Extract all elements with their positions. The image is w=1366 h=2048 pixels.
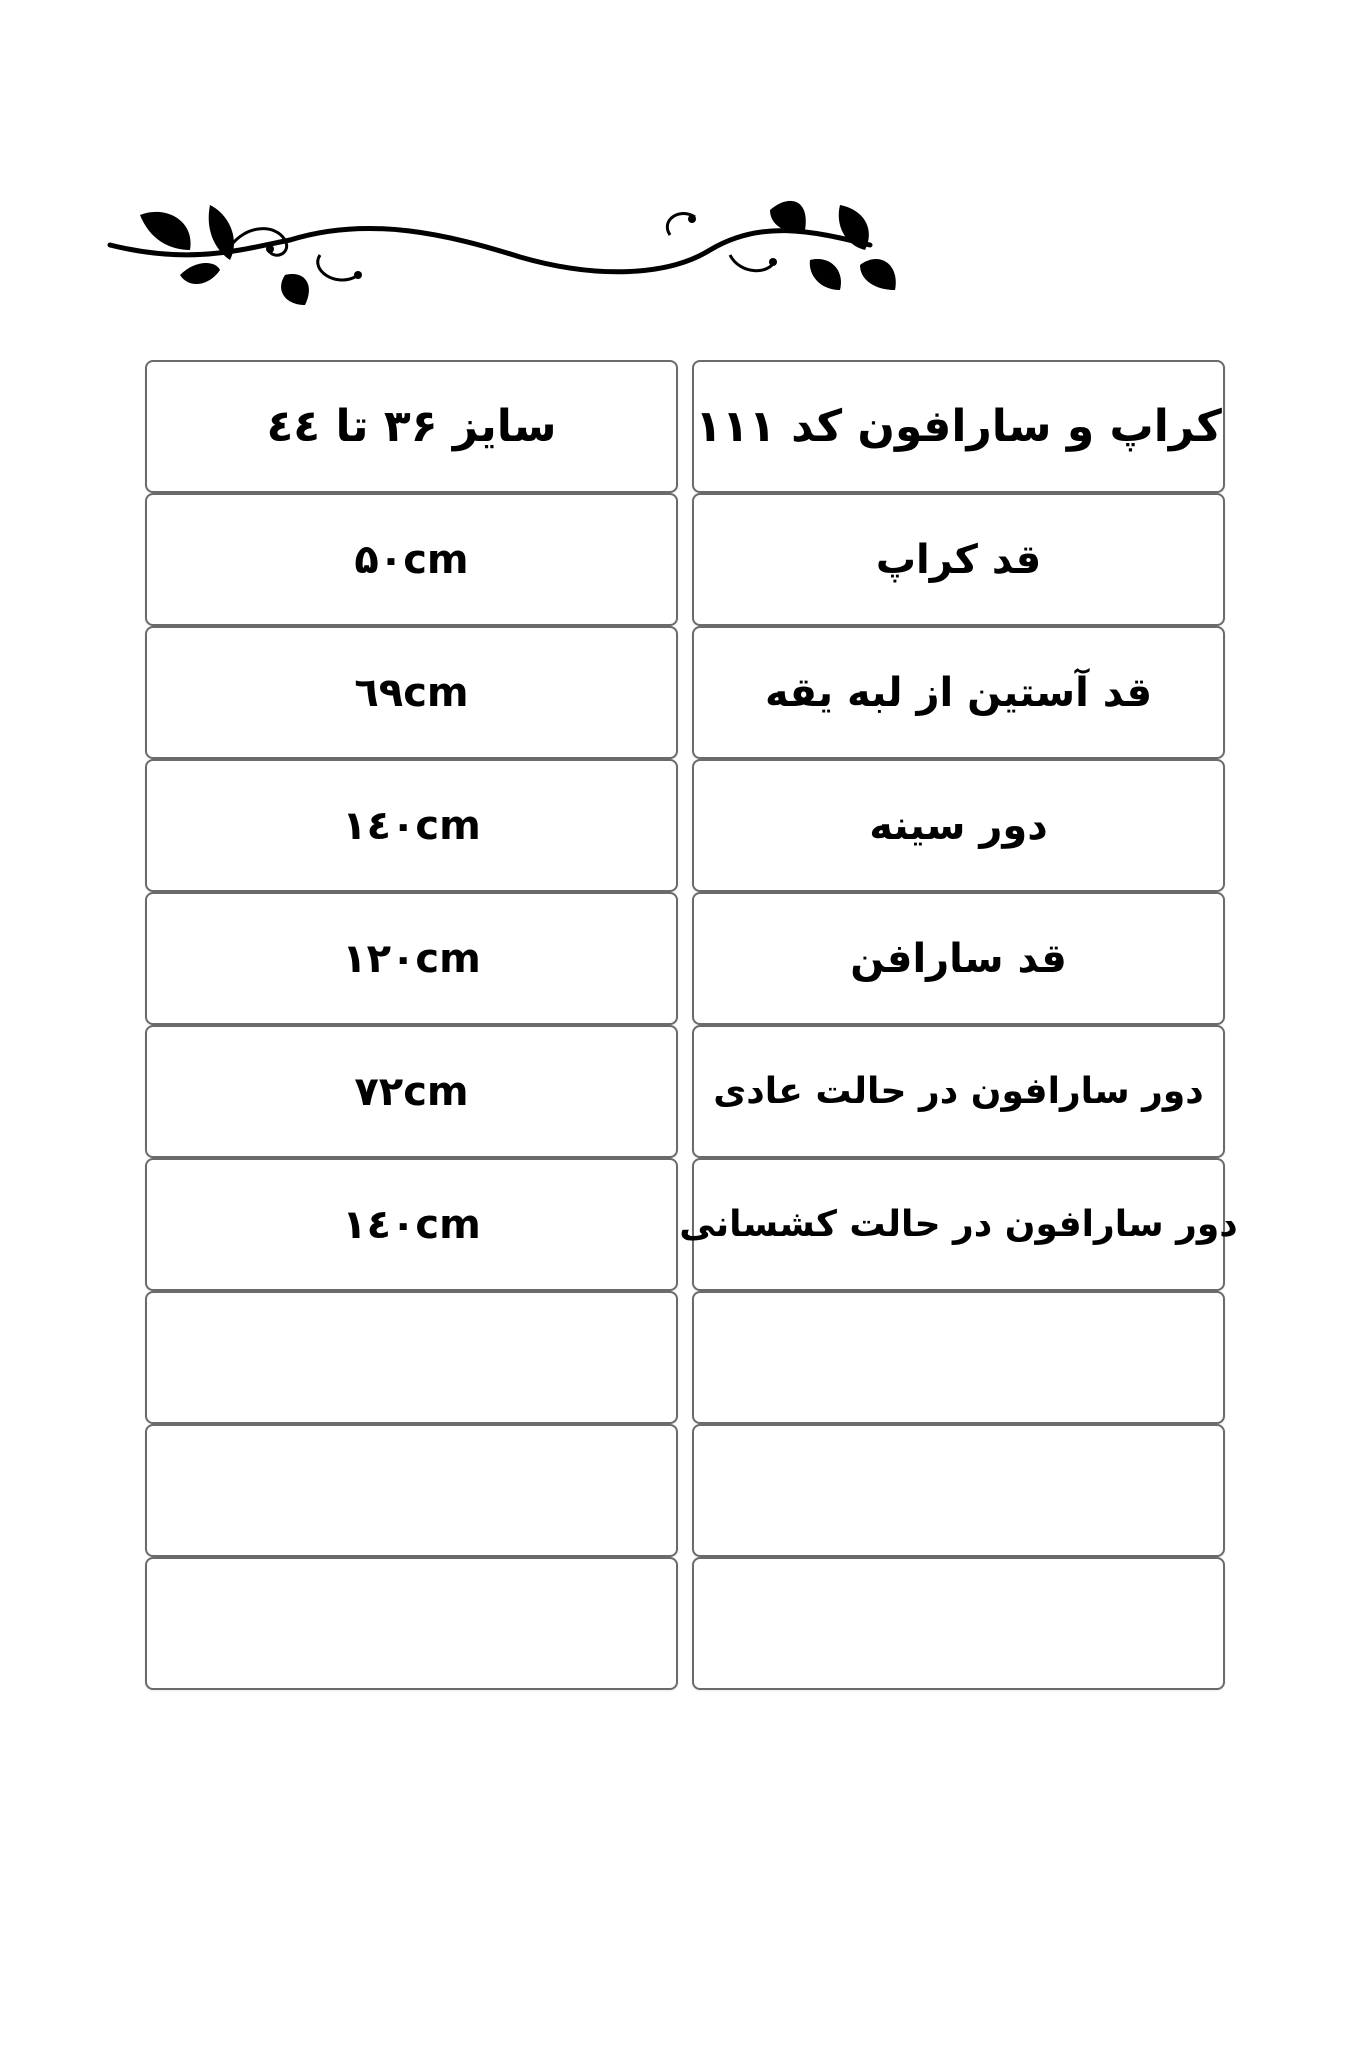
- label-cell: [692, 892, 1225, 1025]
- crop-length-label: قد کراپ: [875, 536, 1042, 583]
- empty-value-cell: [145, 1424, 678, 1557]
- table-row: [145, 360, 1225, 493]
- product-title-cell: [692, 360, 1225, 493]
- table-row: [145, 1291, 1225, 1424]
- empty-label-cell: [692, 1557, 1225, 1690]
- empty-value-cell: [145, 1291, 678, 1424]
- label-cell: [692, 1025, 1225, 1158]
- chest-value: ١٤٠cm: [342, 802, 481, 849]
- table-row: [145, 626, 1225, 759]
- label-cell: [692, 626, 1225, 759]
- table-row: [145, 493, 1225, 626]
- value-cell: [145, 759, 678, 892]
- empty-label-cell: [692, 1291, 1225, 1424]
- sarafan-length-value: ١٢٠cm: [342, 935, 481, 982]
- value-cell: [145, 493, 678, 626]
- chest-label: دور سینه: [869, 802, 1048, 849]
- sarafan-stretch-label: دور سارافون در حالت کشسانی: [679, 1204, 1238, 1245]
- vine-ornament: [70, 195, 900, 320]
- table-row: [145, 759, 1225, 892]
- table-row: [145, 1158, 1238, 1291]
- sleeve-length-label: قد آستین از لبه یقه: [764, 669, 1153, 716]
- label-cell: [692, 759, 1225, 892]
- size-range-text: سایز ۳۶ تا ٤٤: [266, 401, 557, 452]
- empty-value-cell: [145, 1557, 678, 1690]
- sarafan-stretch-value: ١٤٠cm: [342, 1201, 481, 1248]
- table-row: [145, 1557, 1225, 1690]
- sarafan-normal-value: ٧٢cm: [354, 1068, 469, 1115]
- value-cell: [145, 892, 678, 1025]
- product-title-text: کراپ و سارافون کد ۱۱۱: [695, 401, 1222, 452]
- crop-length-value: ۵۰cm: [354, 536, 469, 583]
- table-row: [145, 1424, 1225, 1557]
- sarafan-normal-label: دور سارافون در حالت عادی: [713, 1071, 1204, 1112]
- table-row: [145, 892, 1225, 1025]
- sleeve-length-value: ٦٩cm: [354, 669, 469, 716]
- value-cell: [145, 1025, 678, 1158]
- value-cell: [145, 626, 678, 759]
- size-range-cell: [145, 360, 678, 493]
- size-table: [145, 360, 1238, 1690]
- label-cell: [692, 493, 1225, 626]
- value-cell: [145, 1158, 678, 1291]
- label-cell: [679, 1158, 1238, 1291]
- sarafan-length-label: قد سارافن: [850, 935, 1067, 982]
- table-row: [145, 1025, 1225, 1158]
- empty-label-cell: [692, 1424, 1225, 1557]
